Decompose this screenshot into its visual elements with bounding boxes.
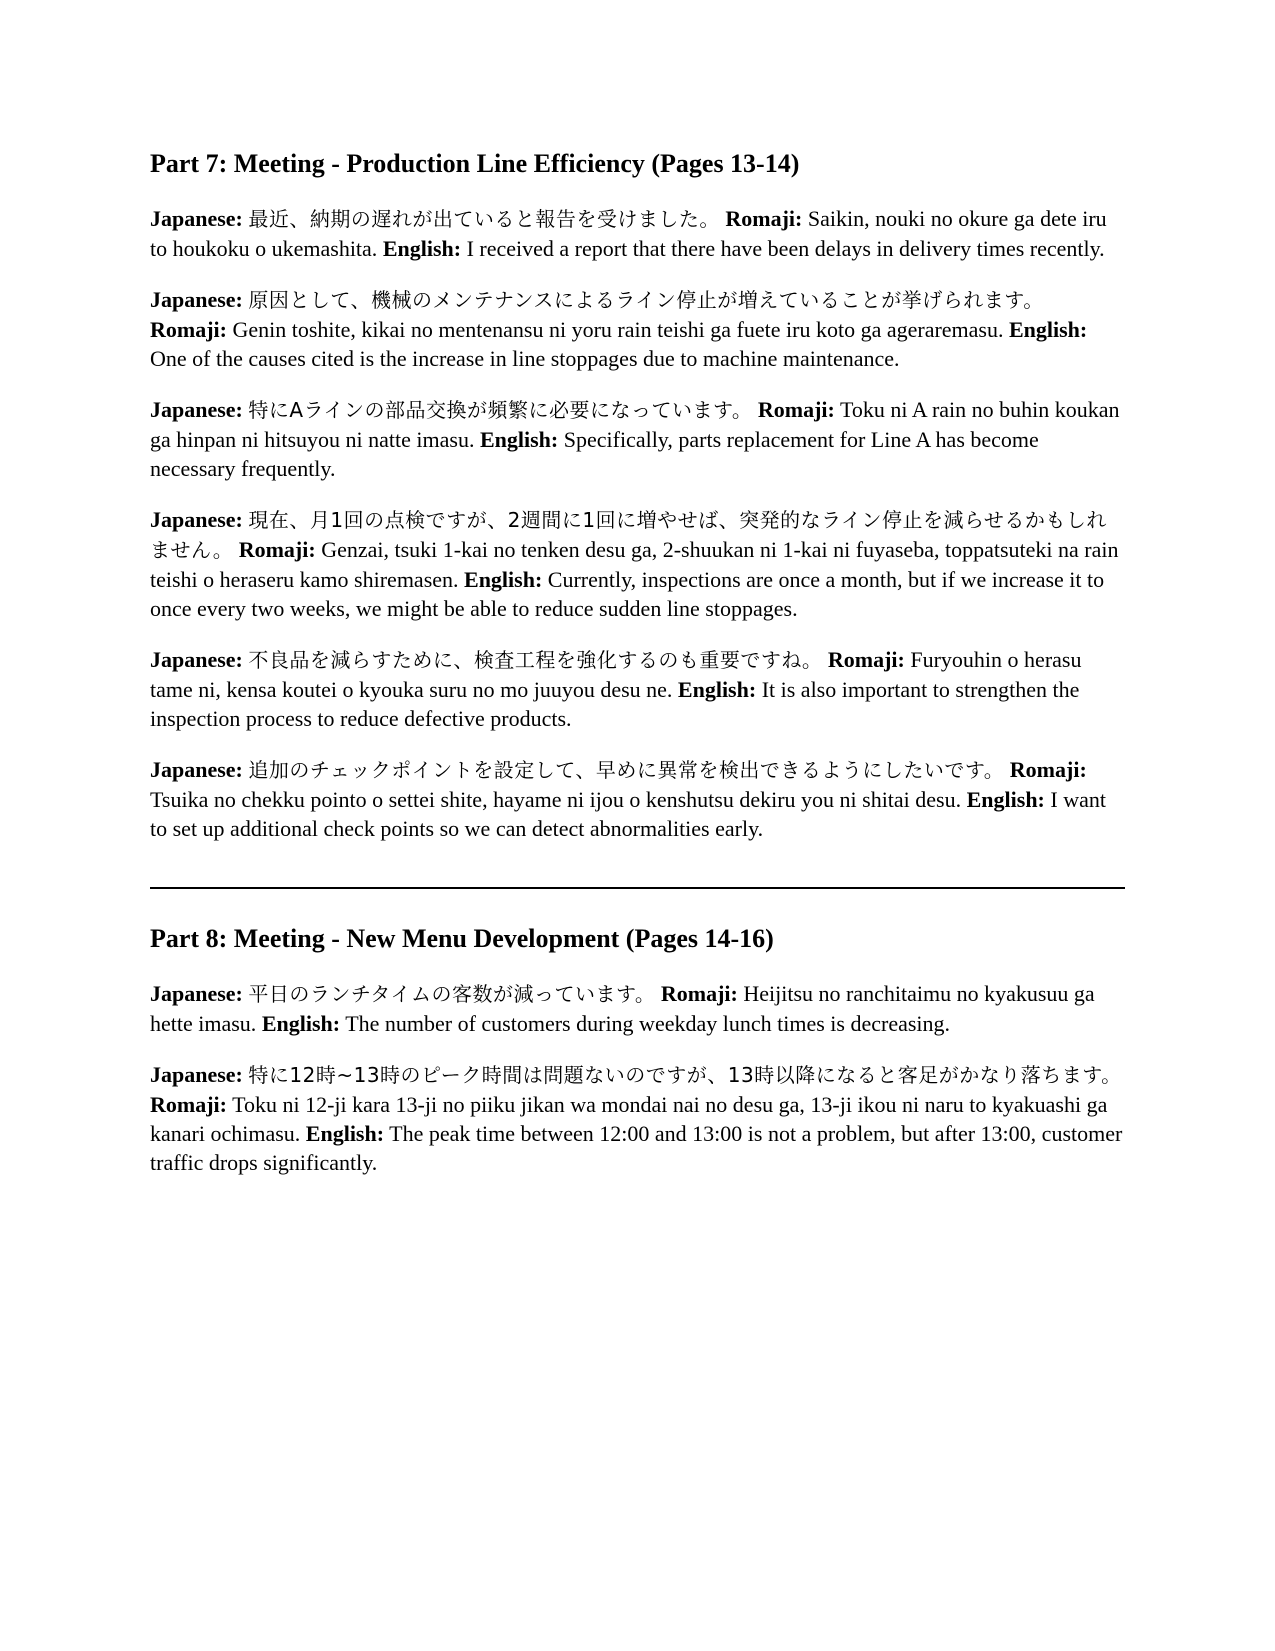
japanese-text: 原因として、機械のメンテナンスによるライン停止が増えていることが挙げられます。 (248, 288, 1044, 312)
romaji-text: Tsuika no chekku pointo o settei shite, hayame ni ijou o kenshutsu dekiru you ni shitai desu. (150, 787, 962, 812)
romaji-label: Romaji: (238, 537, 316, 562)
english-label: English: (305, 1121, 385, 1146)
romaji-label: Romaji: (1009, 757, 1087, 782)
english-text: One of the causes cited is the increase in line stoppages due to machine maintenance. (150, 346, 900, 371)
romaji-label: Romaji: (660, 981, 738, 1006)
english-text: The peak time between 12:00 and 13:00 is not a problem, but after 13:00, customer traffic drops significantly. (150, 1121, 1123, 1175)
romaji-text: Toku ni 12-ji kara 13-ji no piiku jikan wa mondai nai no desu ga, 13-ji ikou ni naru to kyakuashi ga kanari ochimasu. (150, 1092, 1108, 1146)
japanese-label: Japanese: (150, 757, 243, 782)
romaji-label: Romaji: (757, 397, 835, 422)
english-text: Currently, inspections are once a month, but if we increase it to once every two weeks, we might be able to reduce sudden line stoppages. (150, 567, 1105, 621)
phrase-entry (150, 1060, 1125, 1177)
romaji-label: Romaji: (827, 647, 905, 672)
japanese-text: 追加のチェックポイントを設定して、早めに異常を検出できるようにしたいです。 (248, 758, 1005, 782)
japanese-label: Japanese: (150, 1062, 243, 1087)
phrase-entry (150, 395, 1125, 483)
english-text: It is also important to strengthen the inspection process to reduce defective products. (150, 677, 1080, 731)
english-label: English: (966, 787, 1045, 812)
section-divider (150, 887, 1125, 889)
english-label: English: (382, 236, 462, 261)
english-label: English: (261, 1011, 341, 1036)
japanese-text: 特に12時~13時のピーク時間は問題ないのですが、13時以降になると客足がかなり落ちます。 (248, 1063, 1122, 1087)
english-text: I want to set up additional check points so we can detect abnormalities early. (150, 787, 1106, 841)
english-text: I received a report that there have been delays in delivery times recently. (466, 236, 1105, 261)
phrase-entry (150, 285, 1125, 373)
phrase-entry (150, 204, 1125, 263)
english-label: English: (1008, 317, 1088, 342)
phrase-entry (150, 645, 1125, 733)
romaji-label: Romaji: (150, 1092, 227, 1117)
english-label: English: (479, 427, 559, 452)
romaji-label: Romaji: (725, 206, 803, 231)
section-heading-part-7: Part 7: Meeting - Production Line Efficiency (Pages 13-14) (150, 149, 800, 178)
phrase-entry (150, 979, 1125, 1038)
romaji-text: Saikin, nouki no okure ga dete iru to houkoku o ukemashita. (150, 206, 1107, 261)
japanese-label: Japanese: (150, 981, 243, 1006)
japanese-text: 現在、月1回の点検ですが、2週間に1回に増やせば、突発的なライン停止を減らせるかもしれません。 (150, 508, 1107, 562)
japanese-label: Japanese: (150, 507, 243, 532)
english-label: English: (677, 677, 757, 702)
english-text: The number of customers during weekday lunch times is decreasing. (345, 1011, 951, 1036)
romaji-text: Toku ni A rain no buhin koukan ga hinpan ni hitsuyou ni natte imasu. (150, 397, 1120, 452)
romaji-text: Furyouhin o herasu tame ni, kensa koutei o kyouka suru no mo juuyou desu ne. (150, 647, 1082, 702)
romaji-text: Genzai, tsuki 1-kai no tenken desu ga, 2-shuukan ni 1-kai ni fuyaseba, toppatsuteki na rain teishi o heraseru kamo shiremasen. (150, 537, 1119, 592)
phrase-entry (150, 755, 1125, 843)
english-label: English: (464, 567, 543, 592)
japanese-text: 最近、納期の遅れが出ていると報告を受けました。 (248, 207, 720, 231)
romaji-label: Romaji: (150, 317, 227, 342)
romaji-text: Genin toshite, kikai no mentenansu ni yoru rain teishi ga fuete iru koto ga ageraremasu. (232, 317, 1004, 342)
phrase-entry (150, 505, 1125, 623)
japanese-label: Japanese: (150, 647, 243, 672)
document-content (150, 148, 1125, 1199)
section-heading-part-8: Part 8: Meeting - New Menu Development (Pages 14-16) (150, 924, 774, 953)
japanese-text: 特にAラインの部品交換が頻繁に必要になっています。 (248, 398, 753, 422)
japanese-label: Japanese: (150, 287, 243, 312)
romaji-text: Heijitsu no ranchitaimu no kyakusuu ga hette imasu. (150, 981, 1095, 1036)
japanese-text: 平日のランチタイムの客数が減っています。 (248, 982, 656, 1006)
japanese-label: Japanese: (150, 397, 243, 422)
japanese-label: Japanese: (150, 206, 243, 231)
japanese-text: 不良品を減らすために、検査工程を強化するのも重要ですね。 (248, 648, 823, 672)
english-text: Specifically, parts replacement for Line A has become necessary frequently. (150, 427, 1039, 481)
